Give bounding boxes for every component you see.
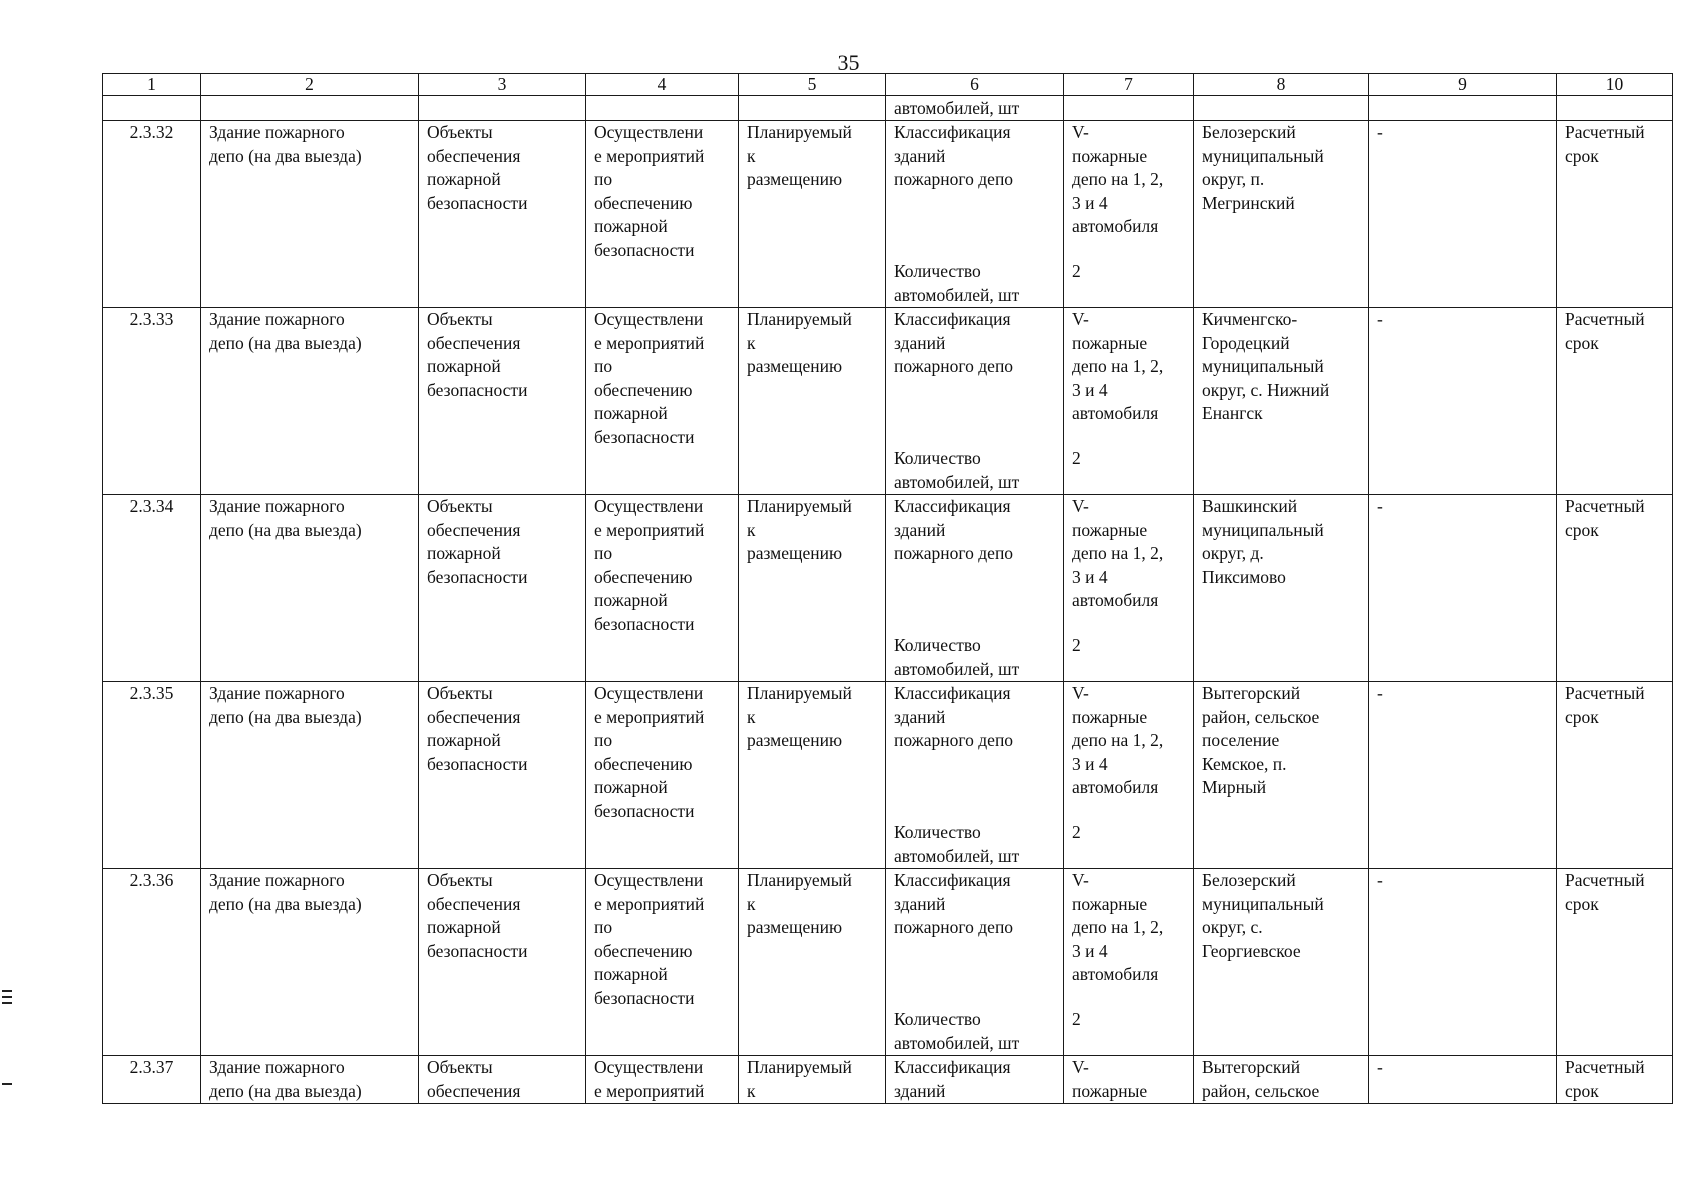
table-cell [1194,96,1369,121]
object-location: Белозерский муниципальный округ, с. Георгиевское [1194,869,1369,1056]
object-category: Объекты обеспечения пожарной безопасности [419,869,586,1056]
object-name: Здание пожарного депо (на два выезда) [201,495,419,682]
object-category: Объекты обеспечения пожарной безопасности [419,308,586,495]
object-term: Расчетный срок [1557,121,1673,308]
object-location: Кичменгско- Городецкий муниципальный округ, с. Нижний Енангск [1194,308,1369,495]
object-status: Планируемый к размещению [739,495,886,682]
characteristic-name: Классификация зданий пожарного депо [894,122,1014,189]
characteristic-value: V- пожарные депо на 1, 2, 3 и 4 автомобиля [1072,870,1164,984]
table-cell [886,869,1064,1056]
quantity-name: Количество автомобилей, шт [894,1009,1020,1053]
document-table [102,73,1673,1104]
object-term: Расчетный срок [1557,1056,1673,1104]
quantity-value: 2 [1072,635,1081,655]
table-row [103,495,1673,682]
object-category: Объекты обеспечения [419,1056,586,1104]
characteristic-value: V- пожарные депо на 1, 2, 3 и 4 автомобиля [1072,309,1164,423]
characteristic-value: V- пожарные депо на 1, 2, 3 и 4 автомобиля [1072,122,1164,236]
characteristic-value: V- пожарные [1072,1057,1148,1101]
object-zone: - [1369,121,1557,308]
header-cell: 2 [201,74,419,96]
quantity-value: 2 [1072,822,1081,842]
object-term: Расчетный срок [1557,308,1673,495]
table-cell [1064,96,1194,121]
object-category: Объекты обеспечения пожарной безопасности [419,121,586,308]
header-cell: 7 [1064,74,1194,96]
object-term: Расчетный срок [1557,682,1673,869]
characteristic-value: V- пожарные депо на 1, 2, 3 и 4 автомобиля [1072,496,1164,610]
header-cell: 8 [1194,74,1369,96]
quantity-name: Количество автомобилей, шт [894,448,1020,492]
table-cell [1064,308,1194,495]
table-row [103,1056,1673,1104]
object-purpose: Осуществлени е мероприятий по обеспечению пожарной безопасности [586,682,739,869]
object-status: Планируемый к [739,1056,886,1104]
table-cell [886,682,1064,869]
object-location: Вытегорский район, сельское [1194,1056,1369,1104]
object-purpose: Осуществлени е мероприятий по обеспечению пожарной безопасности [586,869,739,1056]
object-name: Здание пожарного депо (на два выезда) [201,682,419,869]
object-purpose: Осуществлени е мероприятий по обеспечению пожарной безопасности [586,121,739,308]
characteristic-value: V- пожарные депо на 1, 2, 3 и 4 автомобиля [1072,683,1164,797]
object-name: Здание пожарного депо (на два выезда) [201,121,419,308]
row-number: 2.3.37 [103,1056,201,1104]
header-cell: 4 [586,74,739,96]
table-cell [1064,682,1194,869]
table-cell [1369,96,1557,121]
table-cell [886,308,1064,495]
object-location: Вытегорский район, сельское поселение Кемское, п. Мирный [1194,682,1369,869]
table-cell [201,96,419,121]
header-cell: 9 [1369,74,1557,96]
object-term: Расчетный срок [1557,869,1673,1056]
object-zone: - [1369,308,1557,495]
table-row [103,682,1673,869]
object-term: Расчетный срок [1557,495,1673,682]
object-location: Вашкинский муниципальный округ, д. Пиксимово [1194,495,1369,682]
object-purpose: Осуществлени е мероприятий [586,1056,739,1104]
table-cell [1064,121,1194,308]
object-zone: - [1369,1056,1557,1104]
object-purpose: Осуществлени е мероприятий по обеспечению пожарной безопасности [586,308,739,495]
characteristic-name: Классификация зданий пожарного депо [894,870,1014,937]
margin-mark [2,990,12,992]
table-cell [1064,869,1194,1056]
object-name: Здание пожарного депо (на два выезда) [201,308,419,495]
object-category: Объекты обеспечения пожарной безопасности [419,495,586,682]
table-cell [886,1056,1064,1104]
page-number: 35 [837,50,860,75]
header-cell: 3 [419,74,586,96]
quantity-name: Количество автомобилей, шт [894,261,1020,305]
table-row [103,121,1673,308]
object-status: Планируемый к размещению [739,682,886,869]
row-number: 2.3.35 [103,682,201,869]
table-cell [886,121,1064,308]
quantity-name: Количество автомобилей, шт [894,822,1020,866]
table-cell [886,495,1064,682]
row-number: 2.3.36 [103,869,201,1056]
object-status: Планируемый к размещению [739,308,886,495]
table-cell [586,96,739,121]
quantity-value: 2 [1072,448,1081,468]
header-cell: 10 [1557,74,1673,96]
header-cell: 5 [739,74,886,96]
table-cell [419,96,586,121]
object-purpose: Осуществлени е мероприятий по обеспечению пожарной безопасности [586,495,739,682]
table-cell [1064,495,1194,682]
table-row [103,869,1673,1056]
row-number: 2.3.32 [103,121,201,308]
margin-mark [2,1083,12,1085]
row-number: 2.3.34 [103,495,201,682]
margin-mark [2,996,12,998]
quantity-value: 2 [1072,261,1081,281]
quantity-name: Количество автомобилей, шт [894,635,1020,679]
continuation-row [103,96,1673,121]
object-status: Планируемый к размещению [739,869,886,1056]
margin-mark [2,1002,12,1004]
object-zone: - [1369,869,1557,1056]
characteristic-name: Классификация зданий [894,1057,1011,1101]
object-zone: - [1369,495,1557,682]
table-cell [739,96,886,121]
object-name: Здание пожарного депо (на два выезда) [201,1056,419,1104]
continuation-text: автомобилей, шт [886,96,1064,121]
row-number: 2.3.33 [103,308,201,495]
table-cell [103,96,201,121]
header-cell: 1 [103,74,201,96]
object-zone: - [1369,682,1557,869]
header-row [103,74,1673,96]
characteristic-name: Классификация зданий пожарного депо [894,309,1014,376]
object-location: Белозерский муниципальный округ, п. Мегринский [1194,121,1369,308]
object-status: Планируемый к размещению [739,121,886,308]
table-cell [1064,1056,1194,1104]
characteristic-name: Классификация зданий пожарного депо [894,496,1014,563]
table-row [103,308,1673,495]
table-cell [1557,96,1673,121]
object-category: Объекты обеспечения пожарной безопасности [419,682,586,869]
quantity-value: 2 [1072,1009,1081,1029]
object-name: Здание пожарного депо (на два выезда) [201,869,419,1056]
header-cell: 6 [886,74,1064,96]
characteristic-name: Классификация зданий пожарного депо [894,683,1014,750]
